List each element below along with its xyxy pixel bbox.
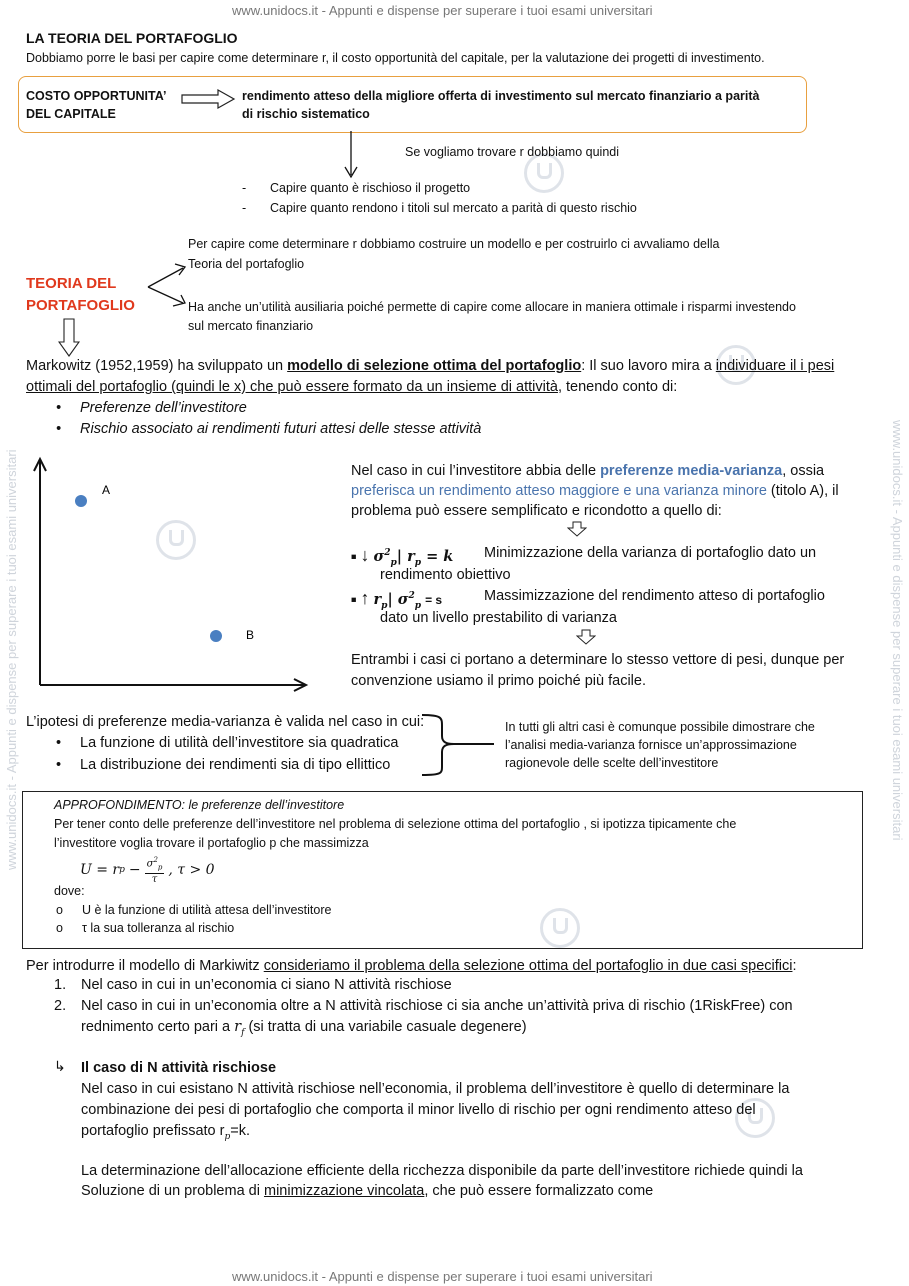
list-marker: o [56,903,63,917]
right-arrow-icon [180,88,236,110]
watermark-side-left: www.unidocs.it - Appunti e dispense per superare i tuoi esami universitari [4,449,19,870]
watermark-bottom: www.unidocs.it - Appunti e dispense per superare i tuoi esami universitari [232,1269,653,1284]
case-2-line2: rednimento certo pari a $r_f$ (si tratta di una variabile casuale degenere) [81,1019,527,1038]
case-number: 2. [54,998,67,1014]
markiwitz-intro: Per introdurre il modello di Markiwitz consideriamo il problema della selezione ottima del portafoglio in due casi specifici: [26,958,797,974]
list-item: • La funzione di utilità dell’investitore sia quadratica [54,733,398,754]
case-2-line1: Nel caso in cui in un’economia oltre a N attività rischiose ci sia anche un’attività priva di rischio (1RiskFree) con [81,998,793,1014]
teoria-branch2-line1: Ha anche un’utilità ausiliaria poiché permette di capire come allocare in maniera ottimale i risparmi investendo [188,300,796,314]
bullet-square-icon: ■ [351,594,357,605]
caso-line4: La determinazione dell’allocazione efficiente della ricchezza disponibile da parte dell’investitore richiede quindi la [81,1163,803,1179]
option-2-text2: dato un livello prestabilito di varianza [380,610,617,626]
ipotesi-bullets [54,733,398,776]
caso-title: Il caso di N attività rischiose [81,1060,277,1076]
point-b [210,630,222,642]
approfondimento-line2: l’investitore voglia trovare il portafoglio p che massimizza [54,836,369,850]
up-arrow-icon: ↑ [360,587,370,608]
case-number: 1. [54,977,67,993]
teoria-branch1-line2: Teoria del portafoglio [188,257,305,271]
costo-def-line1: rendimento atteso della migliore offerta di investimento sul mercato finanziario a parità [242,89,760,103]
markowitz-paragraph: Markowitz (1952,1959) ha sviluppato un modello di selezione ottima del portafoglio: Il suo lavoro mira a individuare il i pesi ottimali del portafoglio (quindi le x) che può essere formato da un insieme di attività, tenendo conto di: [26,358,835,395]
step-2: Capire quanto rendono i titoli sul mercato a parità di questo rischio [270,201,637,215]
point-a [75,495,87,507]
step-1: Capire quanto è rischioso il progetto [270,181,471,195]
down-arrow-icon [343,131,359,179]
ipotesi-side3: ragionevole delle scelte dell’investitore [505,756,719,770]
option-2: ■ ↑ $r_p|$ $\sigma^2_p = s$ [351,587,443,611]
page-title: LA TEORIA DEL PORTAFOGLIO [26,30,238,46]
option-1-text1: Minimizzazione della varianza di portafoglio dato un [484,545,817,561]
pointing-arrow-icon: ↳ [54,1058,66,1074]
caso-line2: combinazione dei pesi di portafoglio che comporta il minor livello di rischio per ogni rendimento atteso del [81,1102,756,1118]
watermark-side-right: www.unidocs.it - Appunti e dispense per superare i tuoi esami universitari [890,420,905,841]
teoria-label-line1: TEORIA DEL [26,275,117,292]
approfondimento-title: APPROFONDIMENTO: le preferenze dell’investitore [54,798,345,812]
mean-variance-chart [30,455,315,695]
teoria-branch2-line2: sul mercato finanziario [188,319,314,333]
caso-line1: Nel caso in cui esistano N attività rischiose nell’economia, il problema dell’investitore è quello di determinare la [81,1081,790,1097]
teoria-branch1-line1: Per capire come determinare r dobbiamo costruire un modello e per costruirlo ci avvaliamo della [188,237,720,251]
teoria-label-line2: PORTAFOGLIO [26,297,135,314]
list-marker: o [56,921,63,935]
approfondimento-item1: U è la funzione di utilità attesa dell’investitore [82,903,332,917]
hollow-down-arrow-icon [567,521,587,537]
step-dash: - [242,201,247,215]
mv-line1: Nel caso in cui l’investitore abbia delle preferenze media-varianza, ossia [351,463,825,479]
ipotesi-title: L’ipotesi di preferenze media-varianza è valida nel caso in cui: [26,714,425,730]
ipotesi-side1: In tutti gli altri casi è comunque possibile dimostrare che [505,720,815,734]
utility-formula: U = r p − $\frac{\sigma^2_p}{\tau}$ , τ > 0 [80,856,215,886]
caso-line3: portafoglio prefissato $r_p=k$. [81,1123,250,1142]
markowitz-bullets [54,398,481,440]
down-arrow-icon: ↓ [360,544,370,565]
mv-conclusion2: convenzione usiamo il primo poiché più facile. [351,673,646,689]
approfondimento-dove: dove: [54,884,85,898]
se-vogliamo-text: Se vogliamo trovare r dobbiamo quindi [405,145,620,159]
bullet-square-icon: ■ [351,551,357,562]
option-2-text1: Massimizzazione del rendimento atteso di portafoglio [484,588,825,604]
list-item: • Rischio associato ai rendimenti futuri attesi delle stesse attività [54,419,481,440]
list-item: • Preferenze dell’investitore [54,398,481,419]
mv-line3: problema può essere semplificato e ricondotto a quello di: [351,503,722,519]
mv-conclusion1: Entrambi i casi ci portano a determinare lo stesso vettore di pesi, dunque per [351,652,845,668]
ipotesi-side2: l’analisi media-varianza fornisce un’approssimazione [505,738,797,752]
hollow-down-arrow-icon [576,629,596,645]
approfondimento-item2: τ la sua tolleranza al rischio [82,921,235,935]
intro-text: Dobbiamo porre le basi per capire come determinare r, il costo opportunità del capitale, per la valutazione dei progetti di investimento. [26,51,765,65]
costo-label-line1: COSTO OPPORTUNITA’ [26,89,167,103]
hollow-down-arrow-icon [58,318,80,358]
option-1-text2: rendimento obiettivo [380,567,511,583]
caso-line5: Soluzione di un problema di minimizzazione vincolata, che può essere formalizzato come [81,1183,654,1199]
curly-brace-icon [418,712,498,778]
y-axis [34,459,46,685]
x-axis [40,679,306,691]
costo-label-line2: DEL CAPITALE [26,107,116,121]
approfondimento-line1: Per tener conto delle preferenze dell’investitore nel problema di selezione ottima del portafoglio , si ipotizza tipicamente che [54,817,737,831]
case-1: Nel caso in cui in un’economia ci siano N attività rischiose [81,977,452,993]
point-a-label: A [102,483,111,497]
step-dash: - [242,181,247,195]
branch-arrows-icon [145,250,190,310]
list-item: • La distribuzione dei rendimenti sia di tipo ellittico [54,755,398,776]
costo-def-line2: di rischio sistematico [242,107,370,121]
point-b-label: B [246,628,255,642]
watermark-top: www.unidocs.it - Appunti e dispense per superare i tuoi esami universitari [232,3,653,18]
option-1: ■ ↓ $\sigma^2_p|$ $r_p = k$ [351,544,454,568]
mv-line2: preferisca un rendimento atteso maggiore e una varianza minore (titolo A), il [351,483,839,499]
